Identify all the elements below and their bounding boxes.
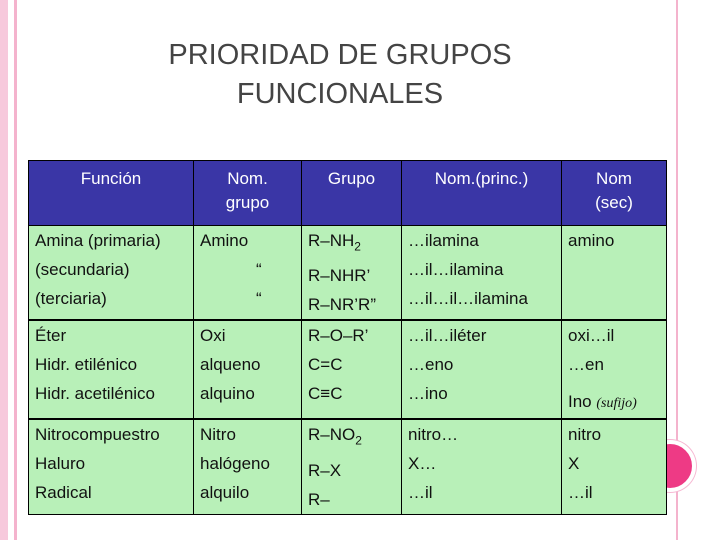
slide-title [60, 36, 620, 114]
header-nom-sec: Nom (sec) [562, 161, 667, 226]
cell-grupo: $R-NO_2$ R–X R– [302, 419, 402, 514]
title-line-2: FUNCIONALES [236, 78, 444, 110]
cell-funcion: Amina (primaria) (secundaria) (terciaria) [29, 226, 194, 321]
title-line-1: PRIORIDAD DE GRUPOS [168, 39, 512, 71]
suffix-note: (sufijo) [596, 396, 637, 412]
cell-grupo: $R-NH_2$ R–NHR’ R–NR’R” [302, 226, 402, 321]
table-row [29, 320, 667, 419]
cell-nom-princ: nitro… X… …il [402, 419, 562, 514]
header-grupo: Grupo [302, 161, 402, 226]
header-nom-grupo: Nom. grupo [194, 161, 302, 226]
cell-funcion: Nitrocompuestro Haluro Radical [29, 419, 194, 514]
left-border-decoration [0, 0, 8, 540]
header-nom-princ: Nom.(princ.) [402, 161, 562, 226]
cell-nom-princ: …ilamina …il…ilamina …il…il…ilamina [402, 226, 562, 321]
cell-nom-grupo: Oxi alqueno alquino [194, 320, 302, 419]
header-row [29, 161, 667, 226]
functional-groups-table [28, 160, 667, 515]
table-row [29, 419, 667, 514]
cell-nom-princ: …il…iléter …eno …ino [402, 320, 562, 419]
cell-nom-sec: nitro X …il [562, 419, 667, 514]
cell-grupo: R–O–R’ C=C C≡C [302, 320, 402, 419]
table-row [29, 226, 667, 321]
cell-nom-grupo: Nitro halógeno alquilo [194, 419, 302, 514]
cell-nom-sec: amino [562, 226, 667, 321]
left-border-line [14, 0, 17, 540]
header-funcion: Función [29, 161, 194, 226]
cell-funcion: Éter Hidr. etilénico Hidr. acetilénico [29, 320, 194, 419]
cell-nom-sec: oxi…il …en Ino (sufijo) [562, 320, 667, 419]
cell-nom-grupo: Amino “ “ [194, 226, 302, 321]
